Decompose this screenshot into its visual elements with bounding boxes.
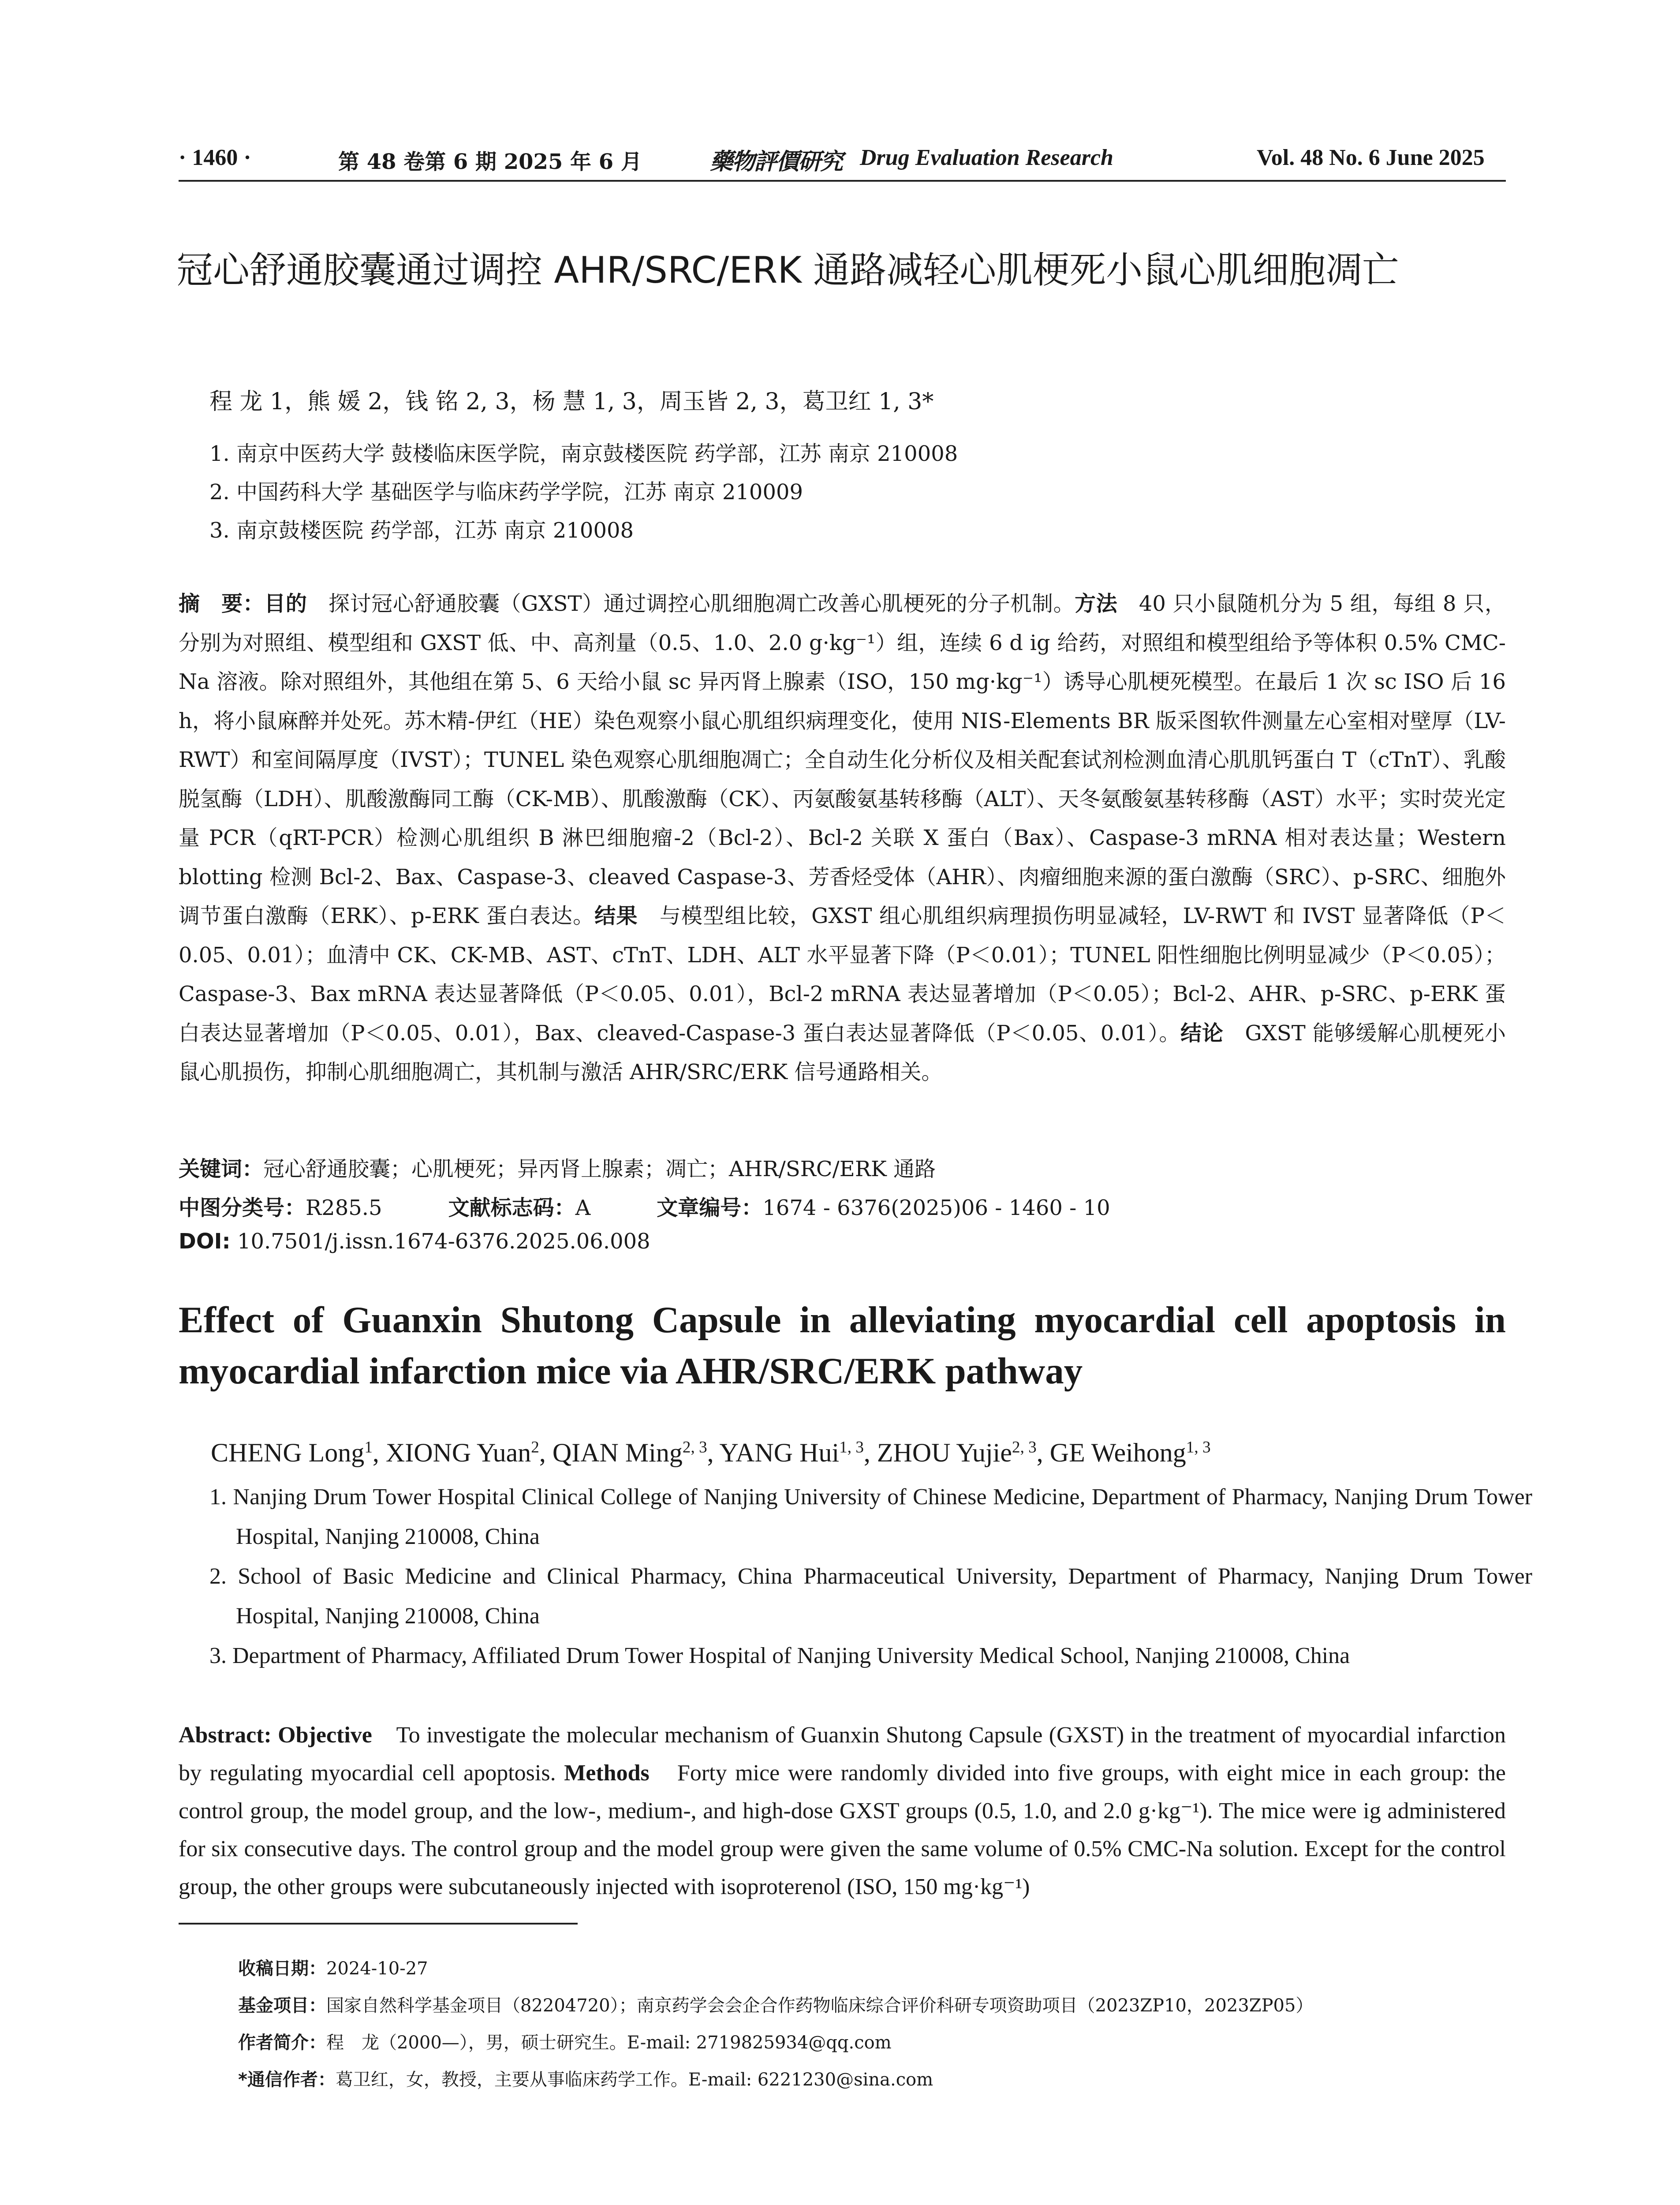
journal-name-en: Drug Evaluation Research [860,145,1113,170]
affiliation-en: 2. School of Basic Medicine and Clinical Pharmacy, China Pharmaceutical University, Department of Pharmacy, Nanjing Drum Tower Hospital, Nanjing 210008, China [209,1564,1532,1629]
objective-text-en: To investigate the molecular mechanism of Guanxin Shutong Capsule (GXST) in the treatment of myocardial infarction by regulating myocardial cell apoptosis. [179,1723,1506,1786]
objective-label-cn: 目的 [264,591,307,616]
keywords-label-cn: 关键词： [179,1157,264,1181]
doi-link[interactable]: 10.7501/j.issn.1674-6376.2025.06.008 [230,1229,650,1254]
footnote-divider [179,1923,578,1925]
doc-code-value: A [575,1196,591,1220]
footnote-fund [238,1992,1313,2017]
affiliation-cn: 2. 中国药科大学 基础医学与临床药学学院，江苏 南京 210009 [209,480,803,505]
doi-label: DOI: [179,1229,231,1254]
volume-issue-cn: 第 48 卷第 6 期 2025 年 6 月 [338,149,642,174]
doi-line [179,1229,650,1254]
article-title-en: Effect of Guanxin Shutong Capsule in alleviating myocardial cell apoptosis in myocardial infarction mice via AHR/SRC/ERK pathway [179,1299,1506,1392]
corresponding-text: 葛卫红，女，教授，主要从事临床药学工作。E-mail: 6221230@sina.com [335,2070,933,2090]
methods-text-en: Forty mice were randomly divided into five groups, with eight mice in each group: the control group, the model group, and the low-, medium-, and high-dose GXST groups (0.5, 1.0, and 2.0 g·kg⁻¹). The mice were ig administered for six consecutive days. The control group and the model group were given the same volume of 0.5% CMC-Na solution. Except for the control group, the other groups were subcutaneously injected with isoproterenol (ISO, 150 mg·kg⁻¹) [179,1760,1506,1899]
conclusion-text-cn: GXST 能够缓解心肌梗死小鼠心肌损伤，抑制心肌细胞凋亡，其机制与激活 AHR/SRC/ERK 信号通路相关。 [179,1020,1506,1084]
article-title-cn: 冠心舒通胶囊通过调控 AHR/SRC/ERK 通路减轻心肌梗死小鼠心肌细胞凋亡 [176,249,1399,292]
methods-label-cn: 方法 [1075,591,1118,616]
conclusion-label-cn: 结论 [1180,1020,1224,1046]
clc-label: 中图分类号： [179,1196,306,1220]
author-bio-label: 作者简介： [238,2033,326,2053]
affiliation-en: 3. Department of Pharmacy, Affiliated Drum Tower Hospital of Nanjing University Medical School, Nanjing 210008, China [209,1643,1350,1668]
affiliation-en: 1. Nanjing Drum Tower Hospital Clinical College of Nanjing University of Chinese Medicine, Department of Pharmacy, Nanjing Drum Tower Hospital, Nanjing 210008, China [209,1484,1532,1549]
methods-label-en: Methods [564,1760,650,1786]
doc-code-label: 文献标志码： [448,1196,575,1220]
footnote-corresponding [238,2066,933,2091]
volume-issue-en: Vol. 48 No. 6 June 2025 [1257,145,1485,170]
fund-text: 国家自然科学基金项目（82204720）；南京药学会会企合作药物临床综合评价科研专项资助项目（2023ZP10，2023ZP05） [326,1996,1314,2016]
footnote-received [238,1955,428,1980]
article-no-label: 文章编号： [657,1196,763,1220]
results-text-cn: 与模型组比较，GXST 组心肌组织病理损伤明显减轻，LV-RWT 和 IVST 显著降低（P＜0.05、0.01）；血清中 CK、CK-MB、AST、cTnT、LDH、ALT 水平显著下降（P＜0.01）；TUNEL 阳性细胞比例明显减少（P＜0.05）；Caspase-3、Bax mRNA 表达显著降低（P＜0.05、0.01），Bcl-2 mRNA 表达显著增加（P＜0.05）；Bcl-2、AHR、p-SRC、p-ERK 蛋白表达显著增加（P＜0.05、0.01），Bax、cleaved-Caspase-3 蛋白表达显著降低（P＜0.05、0.01）。 [179,904,1506,1046]
article-no-value: 1674 - 6376(2025)06 - 1460 - 10 [762,1196,1110,1220]
keywords-text-cn: 冠心舒通胶囊；心肌梗死；异丙肾上腺素；凋亡；AHR/SRC/ERK 通路 [263,1157,936,1181]
classification-line [179,1191,1110,1221]
fund-label: 基金项目： [238,1996,326,2016]
received-date: 2024-10-27 [326,1958,428,1979]
abstract-en [179,1716,1506,1906]
abstract-cn [179,584,1506,1092]
abstract-label-en: Abstract: Objective [179,1723,372,1748]
running-header [179,140,1506,182]
abstract-label-cn: 摘 要： [179,591,265,616]
affiliation-cn: 3. 南京鼓楼医院 药学部，江苏 南京 210008 [209,518,634,543]
clc-value: R285.5 [306,1196,382,1220]
results-label-cn: 结果 [594,904,638,928]
received-label: 收稿日期： [238,1958,326,1979]
author-bio-text: 程 龙（2000—），男，硕士研究生。E-mail: 2719825934@qq.com [326,2033,892,2053]
author-list-cn: 程 龙 1，熊 媛 2，钱 铭 2, 3，杨 慧 1, 3，周玉皆 2, 3，葛卫红 1, 3* [209,389,934,415]
footnote-author [238,2029,892,2054]
corresponding-label: *通信作者： [238,2070,336,2090]
page-number: · 1460 · [179,145,251,170]
objective-text-cn: 探讨冠心舒通胶囊（GXST）通过调控心肌细胞凋亡改善心肌梗死的分子机制。 [307,591,1075,616]
author-list-en: CHENG Long$^1$, XIONG Yuan$^2$, QIAN Ming$^{2, 3}$, YANG Hui$^{1, 3}$, ZHOU Yujie$^{2, 3}$, GE Weihong$^{1, 3}$ [211,1438,1211,1467]
methods-text-cn: 40 只小鼠随机分为 5 组，每组 8 只，分别为对照组、模型组和 GXST 低、中、高剂量（0.5、1.0、2.0 g·kg⁻¹）组，连续 6 d ig 给药，对照组和模型组给予等体积 0.5% CMC-Na 溶液。除对照组外，其他组在第 5、6 天给小鼠 sc 异丙肾上腺素（ISO，150 mg·kg⁻¹）诱导心肌梗死模型。在最后 1 次 sc ISO 后 16 h，将小鼠麻醉并处死。苏木精-伊红（HE）染色观察小鼠心肌组织病理变化，使用 NIS-Elements BR 版采图软件测量左心室相对壁厚（LV-RWT）和室间隔厚度（IVST）；TUNEL 染色观察心肌细胞凋亡；全自动生化分析仪及相关配套试剂检测血清心肌肌钙蛋白 T（cTnT）、乳酸脱氢酶（LDH）、肌酸激酶同工酶（CK-MB）、肌酸激酶（CK）、丙氨酸氨基转移酶（ALT）、天冬氨酸氨基转移酶（AST）水平；实时荧光定量 PCR（qRT-PCR）检测心肌组织 B 淋巴细胞瘤-2（Bcl-2）、Bcl-2 关联 X 蛋白（Bax）、Caspase-3 mRNA 相对表达量；Western blotting 检测 Bcl-2、Bax、Caspase-3、cleaved Caspase-3、芳香烃受体（AHR）、肉瘤细胞来源的蛋白激酶（SRC）、p-SRC、细胞外调节蛋白激酶（ERK）、p-ERK 蛋白表达。 [179,591,1506,928]
journal-logo: 藥物評價研究 [710,148,843,175]
keywords-cn [179,1152,936,1182]
affiliation-cn: 1. 南京中医药大学 鼓楼临床医学院，南京鼓楼医院 药学部，江苏 南京 210008 [209,441,958,466]
